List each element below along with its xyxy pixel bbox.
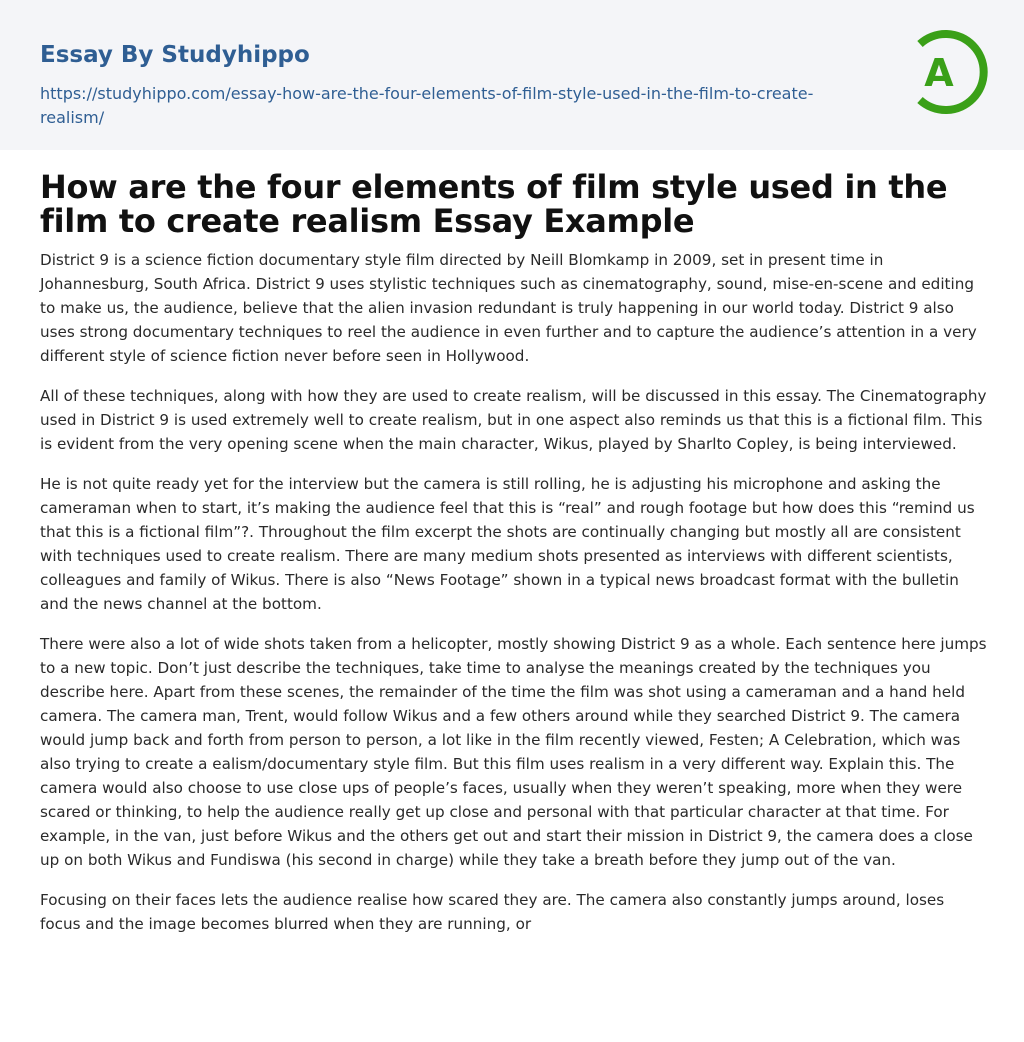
paragraph-3: He is not quite ready yet for the interview but the camera is still rolling, he is adjusting his microphone and asking the cameraman when to start, it’s making the audience feel that this is “real” and rough footage but how does this “remind us that this is a fictional film”?. Throughout the film excerpt the shots are continually changing but mostly all are consistent with techniques used to create realism. There are many medium shots presented as interviews with different scientists, colleagues and family of Wikus. There is also “News Footage” shown in a typical news broadcast format with the bulletin and the news channel at the bottom. [40,475,975,613]
site-header [0,0,1024,150]
source-url-link[interactable]: https://studyhippo.com/essay-how-are-the-four-elements-of-film-style-used-in-the-film-to-create-realism/ [40,84,814,127]
paragraph-1: District 9 is a science fiction documentary style film directed by Neill Blomkamp in 2009, set in present time in Johannesburg, South Africa. District 9 uses stylistic techniques such as cinematography, sound, mise-en-scene and editing to make us, the audience, believe that the alien invasion redundant is truly happening in our world today. District 9 also uses strong documentary techniques to reel the audience in even further and to capture the audience’s attention in a very different style of science fiction never before seen in Hollywood. [40,251,977,365]
article [40,170,988,952]
paragraph-5: Focusing on their faces lets the audience realise how scared they are. The camera also constantly jumps around, loses focus and the image becomes blurred when they are running, or [40,891,945,933]
studyhippo-logo-icon[interactable] [910,28,988,116]
logo-letter: A [924,51,954,95]
brand-title[interactable]: Essay By Studyhippo [40,42,310,68]
paragraph-4: There were also a lot of wide shots taken from a helicopter, mostly showing District 9 as a whole. Each sentence here jumps to a new topic. Don’t just describe the techniques, take time to analyse the meanings created by the techniques you describe here. Apart from these scenes, the remainder of the time the film was shot using a cameraman and a hand held camera. The camera man, Trent, would follow Wikus and a few others around while they searched District 9. The camera would jump back and forth from person to person, a lot like in the film recently viewed, Festen; A Celebration, which was also trying to create a ealism/documentary style film. But this film uses realism in a very different way. Explain this. The camera would also choose to use close ups of people’s faces, usually when they weren’t speaking, more when they were scared or thinking, to help the audience really get up close and personal with that particular character at that time. For example, in the van, just before Wikus and the others get out and start their mission in District 9, the camera does a close up on both Wikus and Fundiswa (his second in charge) while they take a breath before they jump out of the van. [40,635,987,869]
paragraph-2: All of these techniques, along with how they are used to create realism, will be discussed in this essay. The Cinematography used in District 9 is used extremely well to create realism, but in one aspect also reminds us that this is a fictional film. This is evident from the very opening scene when the main character, Wikus, played by Sharlto Copley, is being interviewed. [40,387,987,453]
page-title: How are the four elements of film style used in the film to create realism Essay Example [40,168,948,240]
